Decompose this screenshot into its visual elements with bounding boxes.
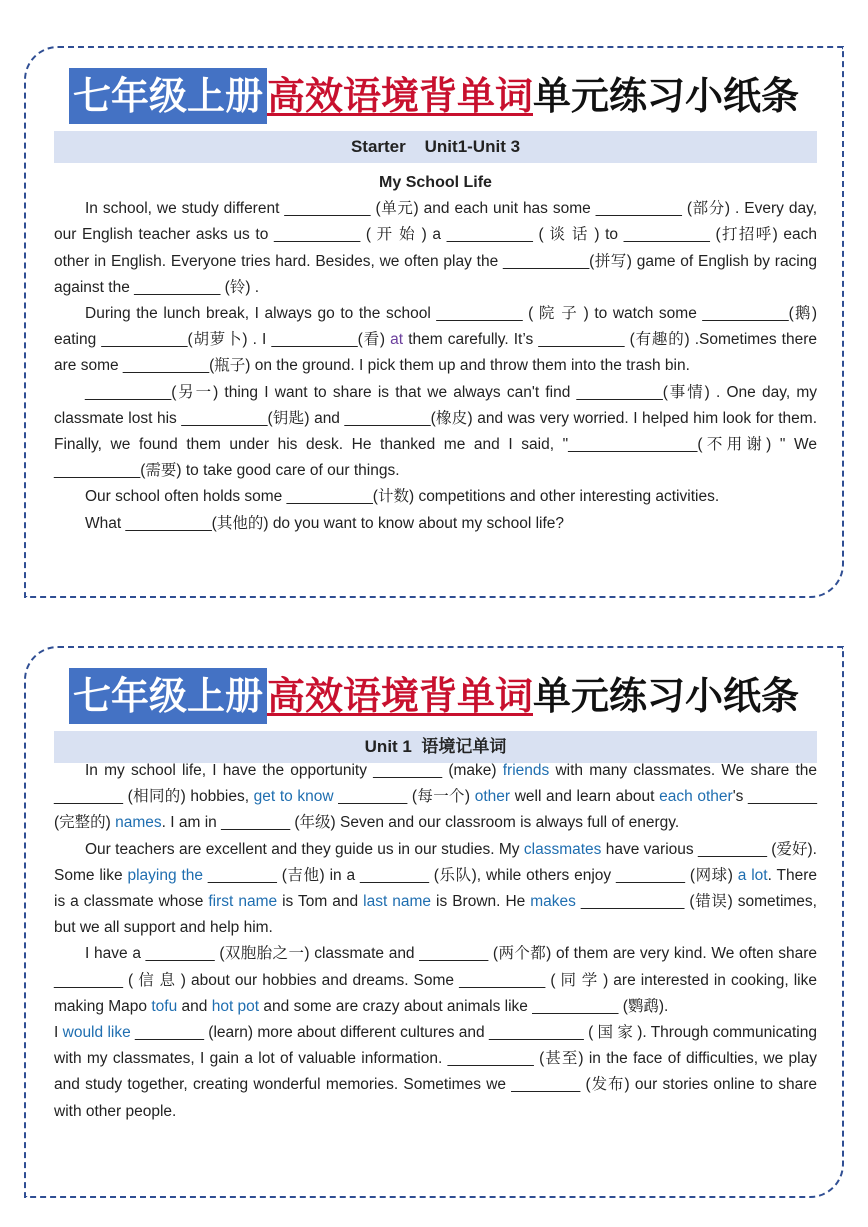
highlight: each other [659,788,733,806]
title-grade: 七年级上册 [69,68,267,124]
title-method: 高效语境背单词 [266,74,533,118]
paragraph-5: What __________(其他的) do you want to know about my school life? [85,514,565,532]
paragraph-3: I have a ________ (双胞胎之一) classmate and ________ (两个都) of them are very kind. We often share ________ ( 信 息 ) about our hobbies and dreams. Some __________ ( 同 学 ) are interested in cooking, like making Mapo tofu and hot pot and some are crazy about animals like __________ (鹦鹉). [54,945,817,1015]
worksheet-card-2 [24,646,844,1198]
highlight: makes [530,893,576,911]
title-strip: 单元练习小纸条 [533,74,800,118]
highlight: classmates [523,840,602,858]
paragraph-2: During the lunch break, I always go to the school __________ ( 院 子 ) to watch some __________(鹅) eating __________(胡萝卜) . I __________(看) at them carefully. It’s __________ (有趣的) .Sometimes there are some __________(瓶子) on the ground. I pick them up and throw them into the trash bin. [54,305,818,375]
unit-band: Unit 1 语境记单词 [54,731,817,763]
title-strip: 单元练习小纸条 [533,674,800,718]
highlight: would like [62,1024,131,1042]
title-method: 高效语境背单词 [266,674,533,718]
passage [54,758,817,1125]
highlight: a lot [737,866,768,884]
paragraph-4: Our school often holds some __________(计数) competitions and other interesting activities. [85,488,720,506]
paragraph-3: __________(另一) thing I want to share is that we always can't find __________(事情) . One day, my classmate lost his __________(钥匙) and __________(橡皮) and was very worried. I helped him look for them. Finally, we found them under his desk. He thanked me and I said, "_______________(不用谢) " We __________(需要) to take good care of our things. [54,383,817,480]
card-title [26,68,842,124]
highlight-at: at [390,331,404,349]
highlight: playing the [127,866,204,884]
passage [54,170,817,537]
highlight: last name [363,893,432,911]
highlight: hot pot [211,997,260,1015]
highlight: other [474,788,511,806]
paragraph-4: I would like ________ (learn) more about different cultures and ___________ ( 国 家 ). Through communicating with my classmates, I gain a lot of valuable information. __________ (甚至) in the face of difficulties, we play and study together, creating wonderful memories. Sometimes we ________ (发布) our stories online to share with other people. [54,1024,817,1120]
paragraph-1: In school, we study different __________ (单元) and each unit has some __________ (部分) . Every day, our English teacher asks us to __________ ( 开 始 ) a __________ ( 谈 话 ) to __________ (打招呼) each other in English. Everyone tries hard. Besides, we often play the __________(拼写) game of English by racing against the __________ (铃) . [54,200,817,296]
worksheet-card-1 [24,46,844,598]
card-title [26,668,842,724]
title-grade: 七年级上册 [69,668,267,724]
highlight: first name [208,893,278,911]
highlight: friends [502,762,550,779]
highlight: names [115,814,162,832]
passage-title: My School Life [379,174,492,191]
paragraph-2: Our teachers are excellent and they guide us in our studies. My classmates have various ________ (爱好). Some like playing the ________ (吉他) in a ________ (乐队), while others enjoy ________ (网球) a lot. There is a classmate whose first name is Tom and last name is Brown. He makes ____________ (错误) sometimes, but we all support and help him. [54,840,817,937]
paragraph-1: In my school life, I have the opportunity ________ (make) friends with many classmates. We share the ________ (相同的) hobbies, get to know ________ (每一个) other well and learn about each other's ________ (完整的) names. I am in ________ (年级) Seven and our classroom is always full of energy. [54,762,818,832]
highlight: tofu [151,997,178,1015]
highlight: get to know [253,788,334,806]
unit-band: Starter Unit1-Unit 3 [54,131,817,163]
